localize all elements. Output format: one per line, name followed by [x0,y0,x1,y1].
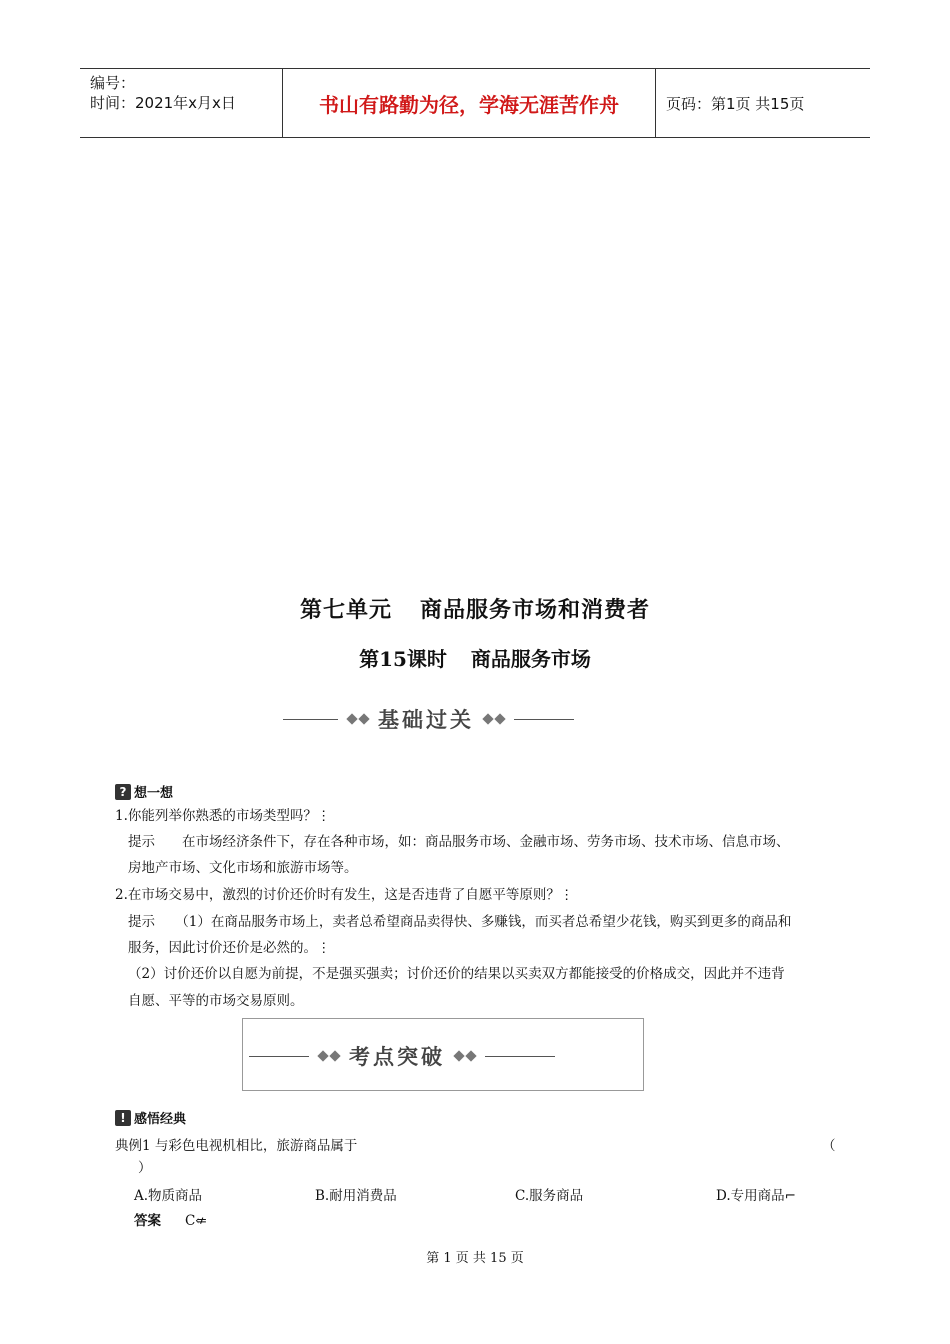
diamond-ornament-icon [346,715,370,723]
option-a: A.物质商品 [134,1188,203,1204]
answer-value: C⇍ [185,1213,207,1229]
section-banner-box [242,1018,644,1091]
question-1: 1.你能列举你熟悉的市场类型吗？⋮ [115,808,331,824]
page-footer: 第 1 页 共 15 页 [426,1251,524,1266]
lesson-title-part1: 第15课时 [359,647,447,671]
answer-label: 答案 [134,1213,161,1229]
answer-1-line2: 房地产市场、文化市场和旅游市场等。 [128,860,358,876]
insight-heading-label: 感悟经典 [134,1112,187,1127]
answer-2-line4: 自愿、平等的市场交易原则。 [128,993,304,1009]
banner-line [514,719,574,720]
unit-title-part1: 第七单元 [299,598,392,623]
option-b: B.耐用消费品 [315,1188,397,1204]
answer-1-line1: 提示 在市场经济条件下，存在各种市场，如：商品服务市场、金融市场、劳务市场、技术市场、信息市场、 [128,834,790,850]
banner-line [485,1056,555,1057]
question-2: 2.在市场交易中，激烈的讨价还价时有发生，这是否违背了自愿平等原则？⋮ [115,887,574,903]
think-heading-label: 想一想 [134,786,174,801]
question-mark-icon: ? [115,784,131,800]
option-d-mark: ⌐ [784,1188,796,1204]
number-label: 编号： [90,74,136,92]
example-question: 典例1 与彩色电视机相比，旅游商品属于 [115,1138,358,1154]
lesson-title [0,643,950,672]
header-motto: 书山有路勤为径，学海无涯苦作舟 [282,69,656,137]
unit-title-part2: 商品服务市场和消费者 [420,598,651,623]
paren-close: ） [138,1160,152,1176]
diamond-ornament-icon [482,715,506,723]
banner-title: 基础过关 [378,708,474,732]
option-d [716,1183,796,1209]
option-d-label: D.专用商品 [716,1188,785,1204]
document-header [80,68,870,138]
diamond-ornament-icon [453,1052,477,1060]
section-banner-basics [283,704,635,734]
header-meta [80,69,280,137]
option-c: C.服务商品 [515,1188,584,1204]
answer-2-line2: 服务，因此讨价还价是必然的。⋮ [128,940,331,956]
think-heading [115,782,173,801]
diamond-ornament-icon [317,1052,341,1060]
answer-2-line1: 提示 （1）在商品服务市场上，卖者总希望商品卖得快、多赚钱，而买者总希望少花钱，购买到更多的商品和 [128,914,792,930]
banner-line [249,1056,309,1057]
header-page-label: 页码：第1页 共15页 [666,94,805,113]
exclamation-icon: ! [115,1110,131,1126]
banner-line [283,719,338,720]
insight-heading [115,1108,186,1127]
answer-2-line3: （2）讨价还价以自愿为前提，不是强买强卖；讨价还价的结果以买卖双方都能接受的价格成交，因此并不违背 [128,966,785,982]
lesson-title-part2: 商品服务市场 [470,647,591,671]
unit-title [0,593,950,624]
time-label: 时间：2021年x月x日 [90,94,236,112]
banner-title: 考点突破 [349,1045,445,1069]
section-banner-keypoints [249,1041,639,1071]
paren-open: （ [822,1138,836,1154]
